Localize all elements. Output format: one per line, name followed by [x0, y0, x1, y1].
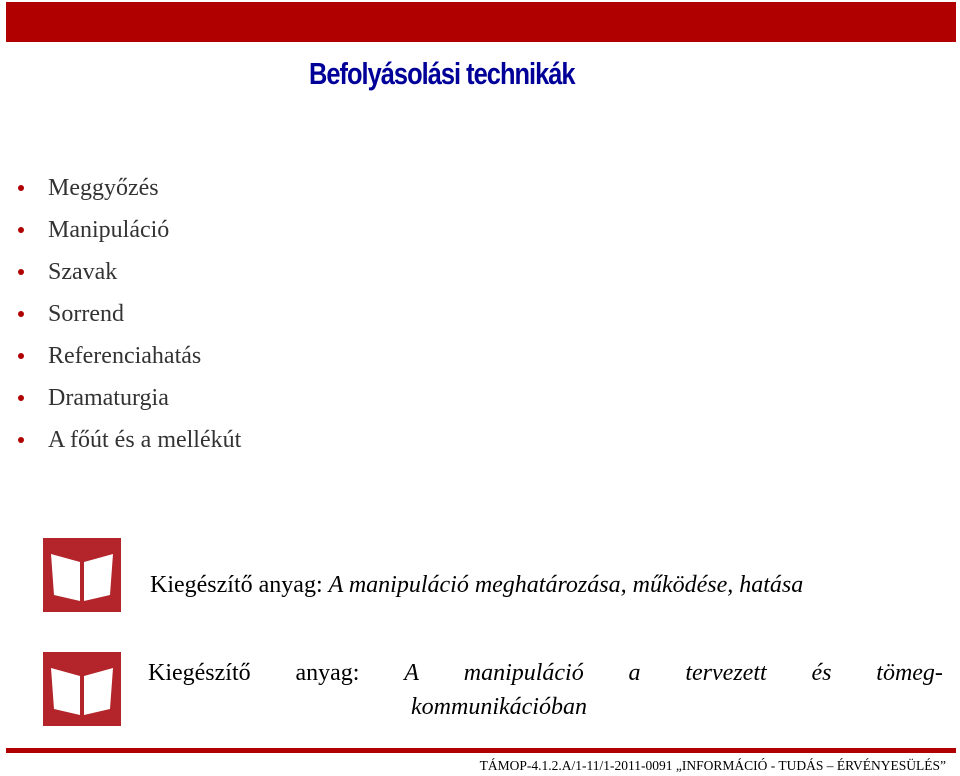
bullet-dot-icon — [18, 353, 24, 359]
supplement-line-2: kommunikációban — [411, 694, 587, 720]
bullet-dot-icon — [18, 185, 24, 191]
supplement-title-word: A — [404, 660, 419, 686]
supplement-link-1[interactable] — [150, 572, 803, 599]
bullet-item — [18, 296, 241, 338]
bullet-text: Sorrend — [48, 301, 124, 327]
supplement-title-word: a — [628, 660, 641, 686]
supplement-prefix: Kiegészítő anyag: — [150, 572, 323, 598]
supplement-title: A manipuláció meghatározása, működése, hatása — [328, 572, 804, 598]
bottom-red-bar — [6, 748, 956, 753]
bullet-text: Dramaturgia — [48, 385, 169, 411]
supplement-title-word: és — [811, 660, 832, 686]
bullet-list — [18, 170, 241, 464]
bullet-item — [18, 254, 241, 296]
bullet-dot-icon — [18, 395, 24, 401]
bullet-dot-icon — [18, 269, 24, 275]
footer-project-id: TÁMOP-4.1.2.A/1-11/1-2011-0091 „INFORMÁCIÓ - TUDÁS – ÉRVÉNYESÜLÉS” — [479, 758, 946, 773]
bullet-text: Szavak — [48, 259, 118, 285]
supplement-line-1 — [148, 656, 943, 690]
supplement-title-word: tömeg- — [876, 660, 943, 686]
bullet-item — [18, 422, 241, 464]
bullet-item — [18, 338, 241, 380]
open-book-icon[interactable] — [43, 538, 121, 612]
bullet-item — [18, 212, 241, 254]
supplement-title-word: tervezett — [685, 660, 767, 686]
supplement-link-2[interactable] — [148, 656, 943, 724]
bullet-item — [18, 170, 241, 212]
supplement-prefix-word: Kiegészítő — [148, 660, 251, 686]
bullet-text: A főút és a mellékút — [48, 427, 242, 453]
open-book-icon[interactable] — [43, 652, 121, 726]
bullet-dot-icon — [18, 437, 24, 443]
slide-title: Befolyásolási technikák — [309, 56, 575, 91]
bullet-text: Meggyőzés — [48, 175, 159, 201]
top-red-bar — [6, 2, 956, 42]
bullet-item — [18, 380, 241, 422]
bullet-text: Manipuláció — [48, 217, 170, 243]
supplement-title-word: manipuláció — [463, 660, 584, 686]
supplement-prefix-word: anyag: — [295, 660, 360, 686]
bullet-dot-icon — [18, 311, 24, 317]
bullet-dot-icon — [18, 227, 24, 233]
bullet-text: Referenciahatás — [48, 343, 202, 369]
